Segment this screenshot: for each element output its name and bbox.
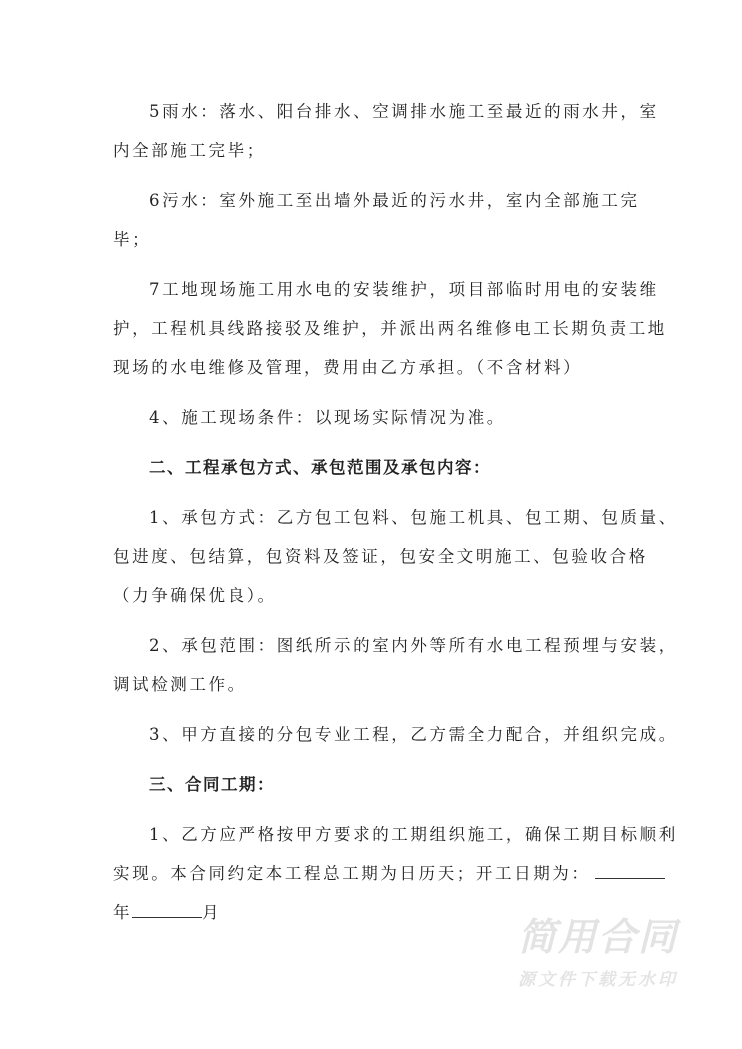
- text-line: 调试检测工作。: [113, 675, 247, 694]
- text-line: 2、承包范围：图纸所示的室内外等所有水电工程预埋与安装，: [149, 636, 678, 655]
- text-line: 三、合同工期：: [149, 775, 275, 794]
- text-line: 二、工程承包方式、承包范围及承包内容：: [149, 458, 491, 477]
- text-line: 5雨水：落水、阳台排水、空调排水施工至最近的雨水井，室: [149, 102, 659, 121]
- text-line: 3、甲方直接的分包专业工程，乙方需全力配合，并组织完成。: [149, 725, 678, 744]
- watermark: [508, 915, 688, 995]
- start-date-blank[interactable]: [595, 864, 665, 879]
- text-line: [113, 854, 643, 893]
- year-label: 年: [113, 903, 133, 922]
- section-heading: [113, 765, 643, 804]
- text-line: 4、施工现场条件：以现场实际情况为准。: [149, 408, 506, 427]
- text-line-content: 实现。本合同约定本工程总工期为日历天；开工日期为：: [113, 864, 591, 883]
- text-line: 1、乙方应严格按甲方要求的工期组织施工，确保工期目标顺利: [149, 825, 678, 844]
- text-line: 7工地现场施工用水电的安装维护，项目部临时用电的安装维: [149, 280, 659, 299]
- watermark-title: 简用合同: [517, 915, 678, 959]
- text-line: 6污水：室外施工至出墙外最近的污水井，室内全部施工完: [149, 191, 640, 210]
- paragraph: [113, 92, 659, 170]
- paragraph: [113, 270, 667, 387]
- section-heading: [113, 448, 643, 487]
- paragraph: [113, 715, 678, 754]
- paragraph: [113, 498, 678, 615]
- text-line: 毕；: [113, 230, 152, 249]
- text-line: 1、承包方式：乙方包工包料、包施工机具、包工期、包质量、: [149, 508, 678, 527]
- watermark-subtitle: 源文件下载无水印: [518, 970, 678, 990]
- month-label: 月: [202, 903, 222, 922]
- month-blank[interactable]: [132, 903, 202, 918]
- text-line: 现场的水电维修及管理，费用由乙方承担。（不含材料）: [113, 358, 583, 377]
- text-line: （力争确保优良）。: [113, 586, 277, 605]
- text-line: 护，工程机具线路接驳及维护，并派出两名维修电工长期负责工地: [113, 319, 667, 338]
- text-line: 内全部施工完毕；: [113, 141, 266, 160]
- paragraph: [113, 398, 643, 437]
- paragraph: [113, 626, 678, 704]
- text-line: 包进度、包结算，包资料及签证，包安全文明施工、包验收合格: [113, 547, 648, 566]
- paragraph: [113, 181, 643, 259]
